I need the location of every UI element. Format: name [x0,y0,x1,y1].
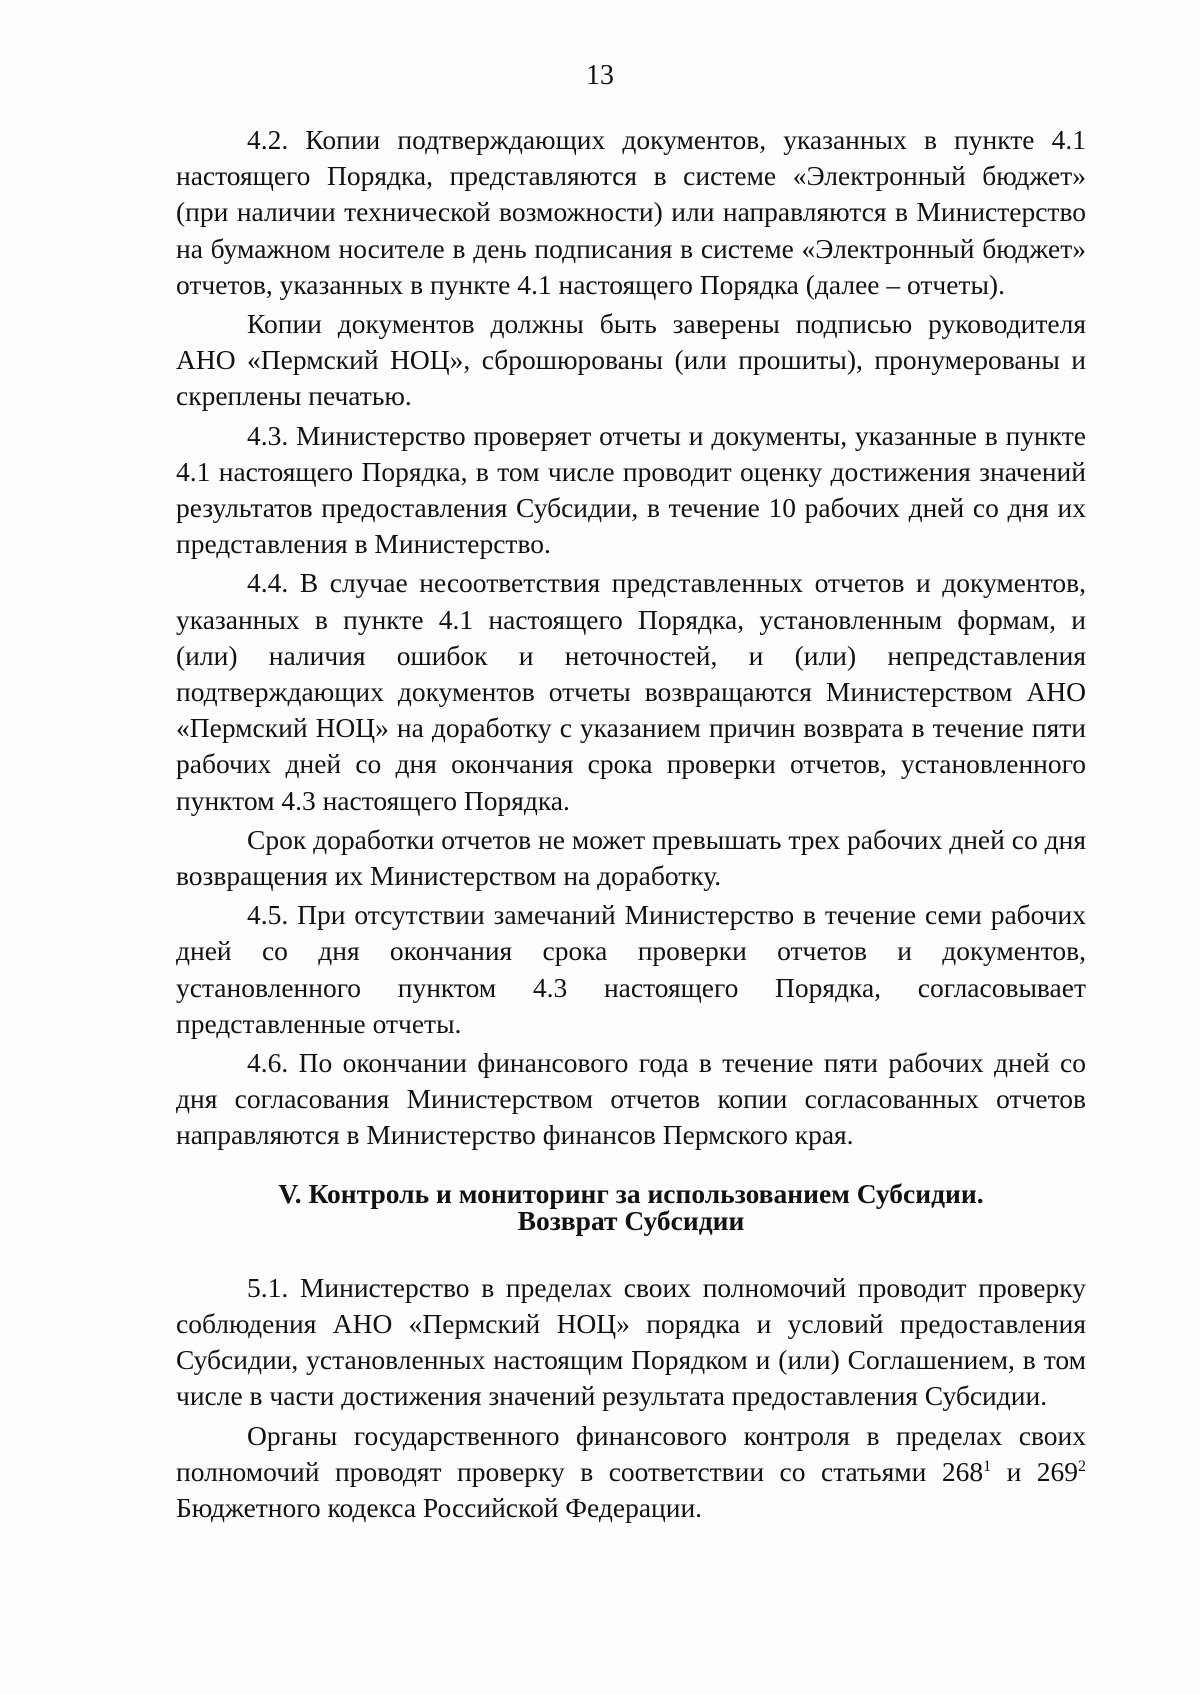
paragraph-financial-control [176,1418,1086,1527]
paragraph-4-4: 4.4. В случае несоответствия представленных отчетов и документов, указанных в пункте 4.1 настоящего Порядка, установленным формам, и (или) наличия ошибок и неточностей, и (или) непредставления подтверждающих документов отчеты возвращаются Министерством АНО «Пермский НОЦ» на доработку с указанием причин возврата в течение пяти рабочих дней со дня окончания срока проверки отчетов, установленного пунктом 4.3 настоящего Порядка. [176,567,1086,816]
page-number: 13 [586,60,614,91]
paragraph-4-2: 4.2. Копии подтверждающих документов, указанных в пункте 4.1 настоящего Порядка, представляются в системе «Электронный бюджет» (при наличии технической возможности) или направляются в Министерство на бумажном носителе в день подписания в системе «Электронный бюджет» отчетов, указанных в пункте 4.1 настоящего Порядка (далее – отчеты). [176,124,1086,300]
paragraph-4-6: 4.6. По окончании финансового года в течение пяти рабочих дней со дня согласования Министерством отчетов копии согласованных отчетов направляются в Министерство финансов Пермского края. [176,1047,1086,1151]
document-body [176,122,1086,1526]
financial-control-text-middle: и 269 [991,1455,1079,1487]
paragraph-4-3: 4.3. Министерство проверяет отчеты и документы, указанные в пункте 4.1 настоящего Порядка, в том числе проводит оценку достижения значений результатов предоставления Субсидии, в течение 10 рабочих дней со дня их представления в Министерство. [176,419,1086,560]
financial-control-text-after: Бюджетного кодекса Российской Федерации. [176,1491,703,1523]
paragraph-4-5: 4.5. При отсутствии замечаний Министерство в течение семи рабочих дней со дня окончания срока проверки отчетов и документов, установленного пунктом 4.3 настоящего Порядка, согласовывает представленные отчеты. [176,899,1086,1039]
section-v-heading [176,1177,1086,1236]
section-heading-line-1: V. Контроль и мониторинг за использованием Субсидии. [278,1177,984,1209]
footnote-sup-1: 1 [983,1457,992,1475]
paragraph-5-1: 5.1. Министерство в пределах своих полномочий проводит проверку соблюдения АНО «Пермский НОЦ» порядка и условий предоставления Субсидии, установленных настоящим Порядком и (или) Соглашением, в том числе в части достижения значений результата предоставления Субсидии. [176,1271,1086,1412]
section-heading-line-2: Возврат Субсидии [517,1204,745,1236]
footnote-sup-2: 2 [1078,1457,1087,1475]
paragraph-copies-certification: Копии документов должны быть заверены подписью руководителя АНО «Пермский НОЦ», сброшюрованы (или прошиты), пронумерованы и скреплены печатью. [176,308,1086,412]
financial-control-text-before: Органы государственного финансового контроля в пределах своих полномочий проводят проверку в соответствии со статьями 268 [176,1419,1086,1487]
paragraph-revision-term: Срок доработки отчетов не может превышать трех рабочих дней со дня возвращения их Министерством на доработку. [176,823,1086,892]
